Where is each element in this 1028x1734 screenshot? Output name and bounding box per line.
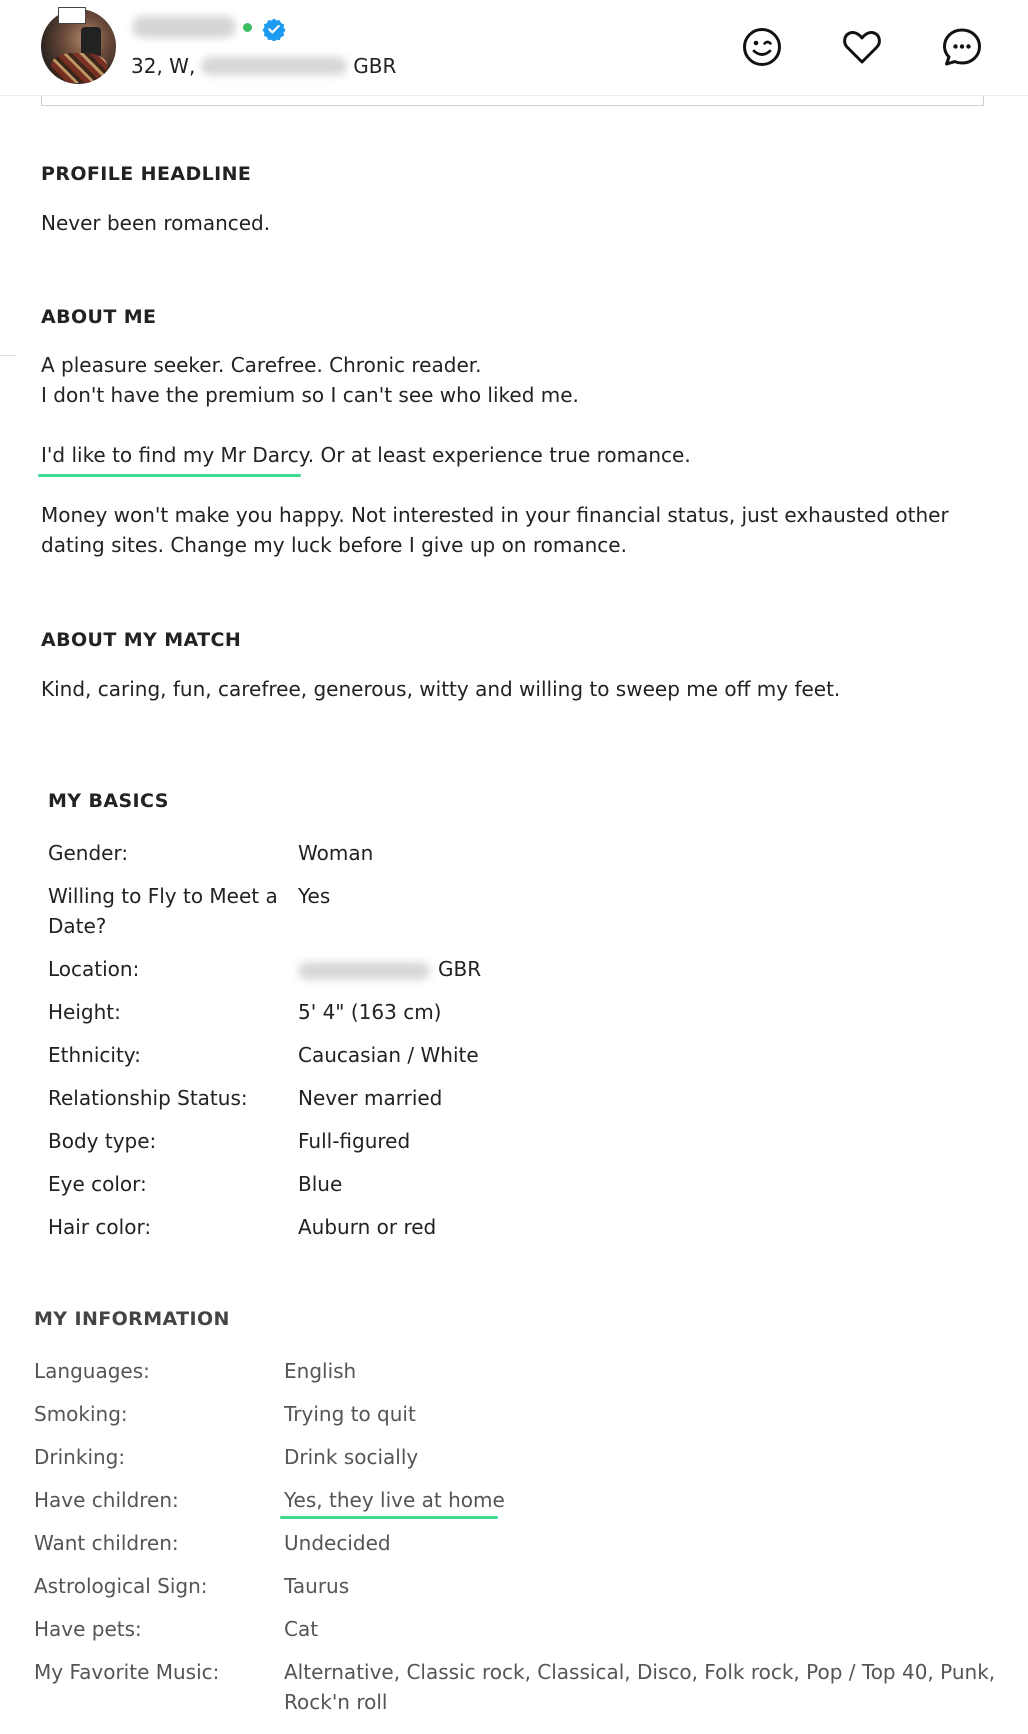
languages-label: Languages: xyxy=(34,1359,150,1383)
profile-headline-text: Never been romanced. xyxy=(41,211,271,235)
highlight-underline xyxy=(38,474,301,477)
highlight-underline xyxy=(280,1516,498,1519)
hair-color-value: Auburn or red xyxy=(298,1215,437,1239)
body-type-label: Body type: xyxy=(48,1129,157,1153)
about-my-match-text: Kind, caring, fun, carefree, generous, witty and willing to sweep me off my feet. xyxy=(41,677,841,701)
about-me-line-1: A pleasure seeker. Carefree. Chronic reader. xyxy=(41,353,482,377)
height-value: 5' 4" (163 cm) xyxy=(298,1000,442,1024)
have-children-value: Yes, they live at home xyxy=(284,1488,505,1512)
profile-headline-title: PROFILE HEADLINE xyxy=(41,163,252,185)
about-me-line-4: Money won't make you happy. Not interested in your financial status, just exhausted other dating sites. Change my luck before I give up on romance. xyxy=(41,503,949,557)
have-pets-label: Have pets: xyxy=(34,1617,142,1641)
location-value xyxy=(298,954,481,984)
favorite-music-label: My Favorite Music: xyxy=(34,1660,220,1684)
chat-icon[interactable] xyxy=(941,26,983,68)
my-information-title: MY INFORMATION xyxy=(34,1308,230,1330)
ethnicity-value: Caucasian / White xyxy=(298,1043,479,1067)
eye-color-label: Eye color: xyxy=(48,1172,147,1196)
fly-label-line-2: Date? xyxy=(48,914,107,938)
heart-icon[interactable] xyxy=(841,26,883,68)
favorite-music-value-line-1: Alternative, Classic rock, Classical, Disco, Folk rock, Pop / Top 40, Punk, xyxy=(284,1660,996,1684)
country: GBR xyxy=(353,54,397,78)
my-basics-title: MY BASICS xyxy=(48,790,169,812)
favorite-music-value-line-2: Rock'n roll xyxy=(284,1690,388,1714)
relationship-value: Never married xyxy=(298,1086,443,1110)
relationship-label: Relationship Status: xyxy=(48,1086,248,1110)
want-children-label: Want children: xyxy=(34,1531,179,1555)
location-country: GBR xyxy=(438,957,482,981)
astrological-sign-label: Astrological Sign: xyxy=(34,1574,208,1598)
languages-value: English xyxy=(284,1359,357,1383)
about-my-match-title: ABOUT MY MATCH xyxy=(41,629,242,651)
fly-label-line-1: Willing to Fly to Meet a xyxy=(48,884,278,908)
avatar-scarf-shape xyxy=(51,53,107,83)
online-status-dot xyxy=(243,23,252,32)
verified-badge-icon xyxy=(262,17,286,41)
drinking-value: Drink socially xyxy=(284,1445,419,1469)
profile-meta xyxy=(131,52,396,80)
gender-value: Woman xyxy=(298,841,374,865)
wink-icon[interactable] xyxy=(741,26,783,68)
eye-color-value: Blue xyxy=(298,1172,343,1196)
smoking-label: Smoking: xyxy=(34,1402,128,1426)
have-pets-value: Cat xyxy=(284,1617,319,1641)
location-label: Location: xyxy=(48,957,140,981)
ethnicity-label: Ethnicity: xyxy=(48,1043,141,1067)
want-children-value: Undecided xyxy=(284,1531,391,1555)
drinking-label: Drinking: xyxy=(34,1445,126,1469)
username-redacted xyxy=(132,16,236,38)
about-me-line-3: I'd like to find my Mr Darcy. Or at least experience true romance. xyxy=(41,443,691,467)
smoking-value: Trying to quit xyxy=(284,1402,416,1426)
censor-box xyxy=(58,7,86,24)
previous-section-frame xyxy=(41,96,984,106)
age-gender: 32, W, xyxy=(131,54,196,78)
astrological-sign-value: Taurus xyxy=(284,1574,350,1598)
fly-value: Yes xyxy=(298,884,331,908)
have-children-label: Have children: xyxy=(34,1488,179,1512)
about-me-line-2: I don't have the premium so I can't see who liked me. xyxy=(41,383,579,407)
about-me-title: ABOUT ME xyxy=(41,306,157,328)
city-redacted xyxy=(298,962,430,980)
gender-label: Gender: xyxy=(48,841,129,865)
profile-header xyxy=(0,0,1028,96)
hair-color-label: Hair color: xyxy=(48,1215,152,1239)
height-label: Height: xyxy=(48,1000,121,1024)
body-type-value: Full-figured xyxy=(298,1129,411,1153)
city-redacted xyxy=(201,57,347,75)
divider xyxy=(0,355,16,356)
